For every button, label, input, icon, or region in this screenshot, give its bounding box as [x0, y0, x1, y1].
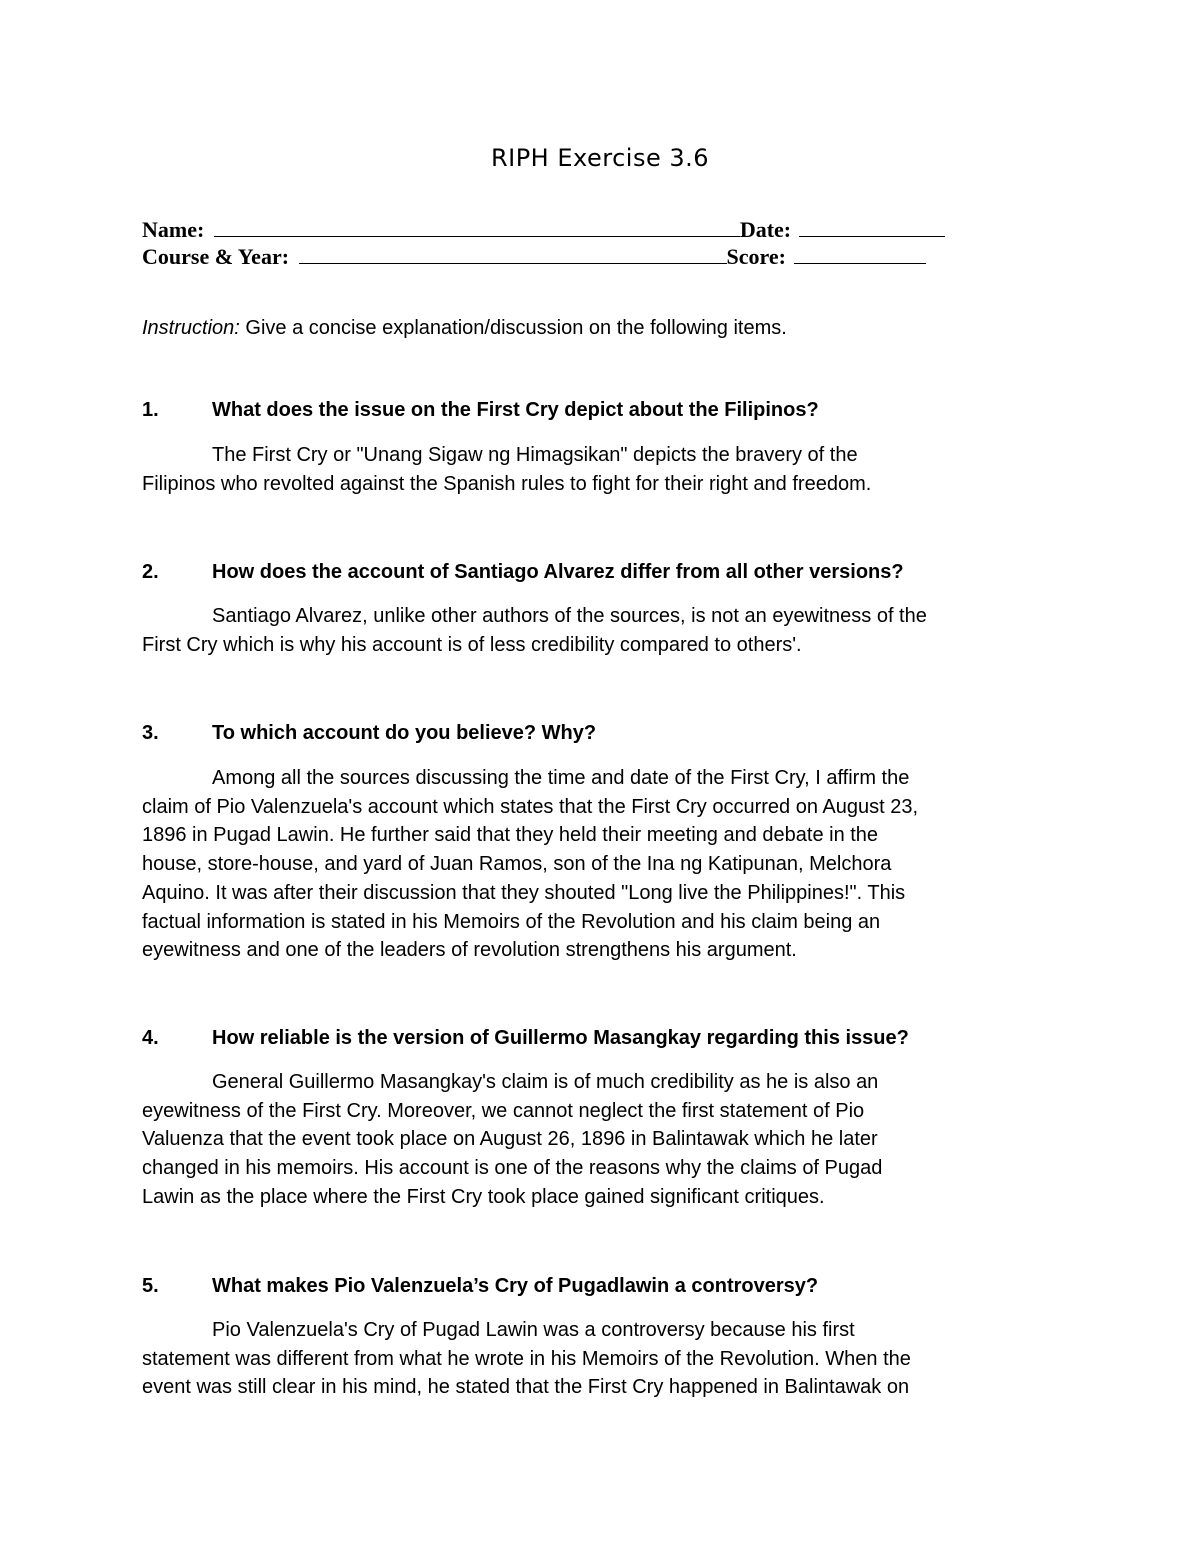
answer-line: eyewitness of the First Cry. Moreover, we cannot neglect the first statement of Pio — [142, 1099, 865, 1122]
answer-3 — [142, 764, 1082, 965]
answer-line: Filipinos who revolted against the Spanish rules to fight for their right and freedom. — [142, 472, 872, 495]
answer-line: 1896 in Pugad Lawin. He further said that they held their meeting and debate in the — [142, 824, 879, 847]
instruction-label: Instruction: — [142, 317, 240, 339]
question-number: 4. — [142, 1027, 159, 1049]
answer-line: house, store-house, and yard of Juan Ramos, son of the Ina ng Katipunan, Melchora — [142, 853, 892, 876]
course-year-label: Course & Year: — [142, 244, 290, 269]
question-number: 2. — [142, 561, 159, 583]
document-title: RIPH Exercise 3.6 — [490, 144, 710, 172]
question-3 — [142, 719, 596, 747]
answer-line: Pio Valenzuela's Cry of Pugad Lawin was a controversy because his first — [212, 1319, 855, 1341]
answer-line: Santiago Alvarez, unlike other authors of the sources, is not an eyewitness of the — [212, 605, 927, 627]
question-2 — [142, 558, 904, 586]
course-score-row — [142, 243, 926, 271]
answer-line: factual information is stated in his Memoirs of the Revolution and his claim being an — [142, 910, 881, 933]
date-label: Date: — [739, 217, 792, 242]
name-date-row — [142, 216, 945, 244]
answer-line: Among all the sources discussing the time and date of the First Cry, I affirm the — [212, 767, 910, 789]
date-blank — [799, 218, 945, 237]
answer-line: Aquino. It was after their discussion that they shouted "Long live the Philippines!". This — [142, 881, 906, 904]
question-text: To which account do you believe? Why? — [212, 722, 597, 744]
question-4 — [142, 1024, 909, 1052]
score-blank — [794, 245, 926, 264]
name-blank — [214, 218, 740, 237]
name-label: Name: — [142, 217, 205, 242]
question-5 — [142, 1272, 818, 1300]
answer-line: First Cry which is why his account is of less credibility compared to others'. — [142, 633, 802, 656]
answer-2 — [142, 602, 1082, 659]
question-text: How does the account of Santiago Alvarez differ from all other versions? — [212, 561, 904, 583]
answer-line: Lawin as the place where the First Cry took place gained significant critiques. — [142, 1185, 825, 1208]
answer-5 — [142, 1316, 1082, 1402]
answer-1 — [142, 441, 1082, 498]
answer-line: The First Cry or "Unang Sigaw ng Himagsikan" depicts the bravery of the — [212, 444, 858, 466]
answer-line: changed in his memoirs. His account is one of the reasons why the claims of Pugad — [142, 1157, 883, 1180]
answer-line: Valuenza that the event took place on August 26, 1896 in Balintawak which he later — [142, 1128, 878, 1151]
score-label: Score: — [726, 244, 786, 269]
question-number: 1. — [142, 399, 159, 421]
instruction-text: Give a concise explanation/discussion on the following items. — [239, 317, 787, 339]
answer-4 — [142, 1068, 1082, 1212]
question-text: How reliable is the version of Guillermo Masangkay regarding this issue? — [212, 1027, 909, 1049]
question-number: 5. — [142, 1275, 159, 1297]
answer-line: General Guillermo Masangkay's claim is of much credibility as he is also an — [212, 1071, 879, 1093]
question-1 — [142, 396, 819, 424]
question-text: What makes Pio Valenzuela’s Cry of Pugadlawin a controversy? — [212, 1275, 819, 1297]
answer-line: eyewitness and one of the leaders of revolution strengthens his argument. — [142, 939, 797, 962]
answer-line: statement was different from what he wrote in his Memoirs of the Revolution. When the — [142, 1347, 911, 1370]
question-number: 3. — [142, 722, 159, 744]
answer-line: event was still clear in his mind, he stated that the First Cry happened in Balintawak on — [142, 1376, 910, 1399]
instruction — [142, 314, 787, 342]
answer-line: claim of Pio Valenzuela's account which states that the First Cry occurred on August 23, — [142, 795, 919, 818]
question-text: What does the issue on the First Cry depict about the Filipinos? — [212, 399, 819, 421]
course-year-blank — [299, 245, 727, 264]
